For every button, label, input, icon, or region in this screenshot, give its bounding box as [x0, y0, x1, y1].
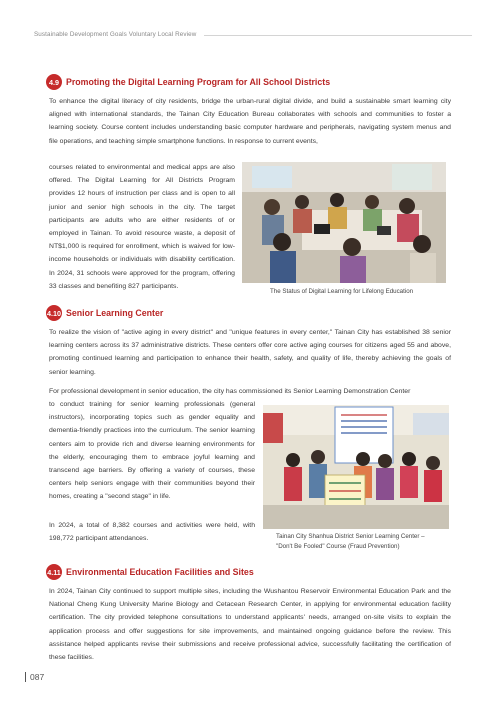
- section-number-badge: 4.9: [46, 74, 62, 90]
- caption-line: "Don't Be Fooled" Course (Fraud Prevention): [276, 542, 400, 550]
- section-4-11-paragraph: In 2024, Tainan City continued to support multiple sites, including the Wushantou Reservoir Environmental Education Park and the National Cheng Kung University Marine Biology and Cetacean Research Center, in applying for environmental education facility certification. The city provided telephone consultations to understand applicants' needs, arranged on-site visits to explain the application process and offer suggestions for site improvements, and maintained ongoing guidance before the review. This assistance helped applicants revise their submissions and receive professional advice, successfully facilitating the certification of these facilities.: [49, 588, 451, 662]
- section-title: Promoting the Digital Learning Program for All School Districts: [66, 77, 331, 87]
- senior-learning-photo-caption: [276, 532, 425, 551]
- section-number-badge: 4.10: [46, 305, 62, 321]
- section-title: Environmental Education Facilities and Sites: [66, 567, 254, 577]
- section-4-9-body: courses related to environmental and medical apps are also offered. The Digital Learning for All Districts Program provides 12 hours of instruction per class and is open to all junior and senior high schools in the city. The target participants are adults who are either residents of or employed in Tainan. To avoid resource waste, a deposit of NT$1,000 is required for enrollment, which is waived for low-income households or individuals with disability certification. In 2024, 31 schools were approved for the program, offering 33 classes and benefiting 827 participants.: [49, 164, 235, 290]
- section-number-badge: 4.11: [46, 564, 62, 580]
- section-4-10-paragraph-1: To realize the vision of "active aging in every district" and "unique features in every center," Tainan City has established 38 senior learning centers across its 37 administrative districts. These centers offer core active aging courses for citizens aged 55 and above, promoting continued learning and participation to enhance their health, safety, and quality of life, thereby achieving the goals of senior learning.: [49, 329, 451, 376]
- senior-learning-photo: [263, 405, 449, 529]
- section-4-9-heading: [46, 74, 330, 90]
- section-4-11-heading: [46, 564, 254, 580]
- running-header: Sustainable Development Goals Voluntary Local Review: [34, 31, 197, 38]
- section-4-10-paragraph-2-lead: For professional development in senior education, the city has commissioned its Senior Learning Demonstration Center: [49, 388, 411, 395]
- section-title: Senior Learning Center: [66, 308, 164, 318]
- section-4-10-paragraph-3: In 2024, a total of 8,382 courses and activities were held, with 198,772 participant attendances.: [49, 522, 255, 543]
- digital-learning-photo: [242, 162, 446, 283]
- header-divider: [204, 35, 472, 36]
- classroom-photo-illustration: [242, 162, 446, 283]
- caption-line: Tainan City Shanhua District Senior Learning Center –: [276, 533, 425, 540]
- section-4-10-heading: [46, 305, 163, 321]
- section-4-9-intro: To enhance the digital literacy of city residents, bridge the urban-rural digital divide, and build a sustainable smart learning city aligned with international standards, the Tainan City Education Bureau collaborates with schools and communities to foster a learning society. Course content includes understanding basic computer hardware and peripherals, navigating system menus and file operations, and teaching simple smartphone functions. In response to current events,: [49, 98, 451, 145]
- senior-class-photo-illustration: [263, 405, 449, 529]
- page-number: 087: [25, 672, 44, 682]
- section-4-10-paragraph-2: to conduct training for senior learning professionals (general instructors), incorporating topics such as gender equality and dementia-friendly practices into the curriculum. The senior learning centers aim to provide rich and diverse learning environments for the elderly, encouraging them to embrace joyful learning and transcend age barriers. By offering a variety of courses, these centers help seniors engage with their communities beyond their homes, creating a "second stage" in life.: [49, 401, 255, 501]
- digital-learning-photo-caption: The Status of Digital Learning for Lifelong Education: [270, 288, 414, 295]
